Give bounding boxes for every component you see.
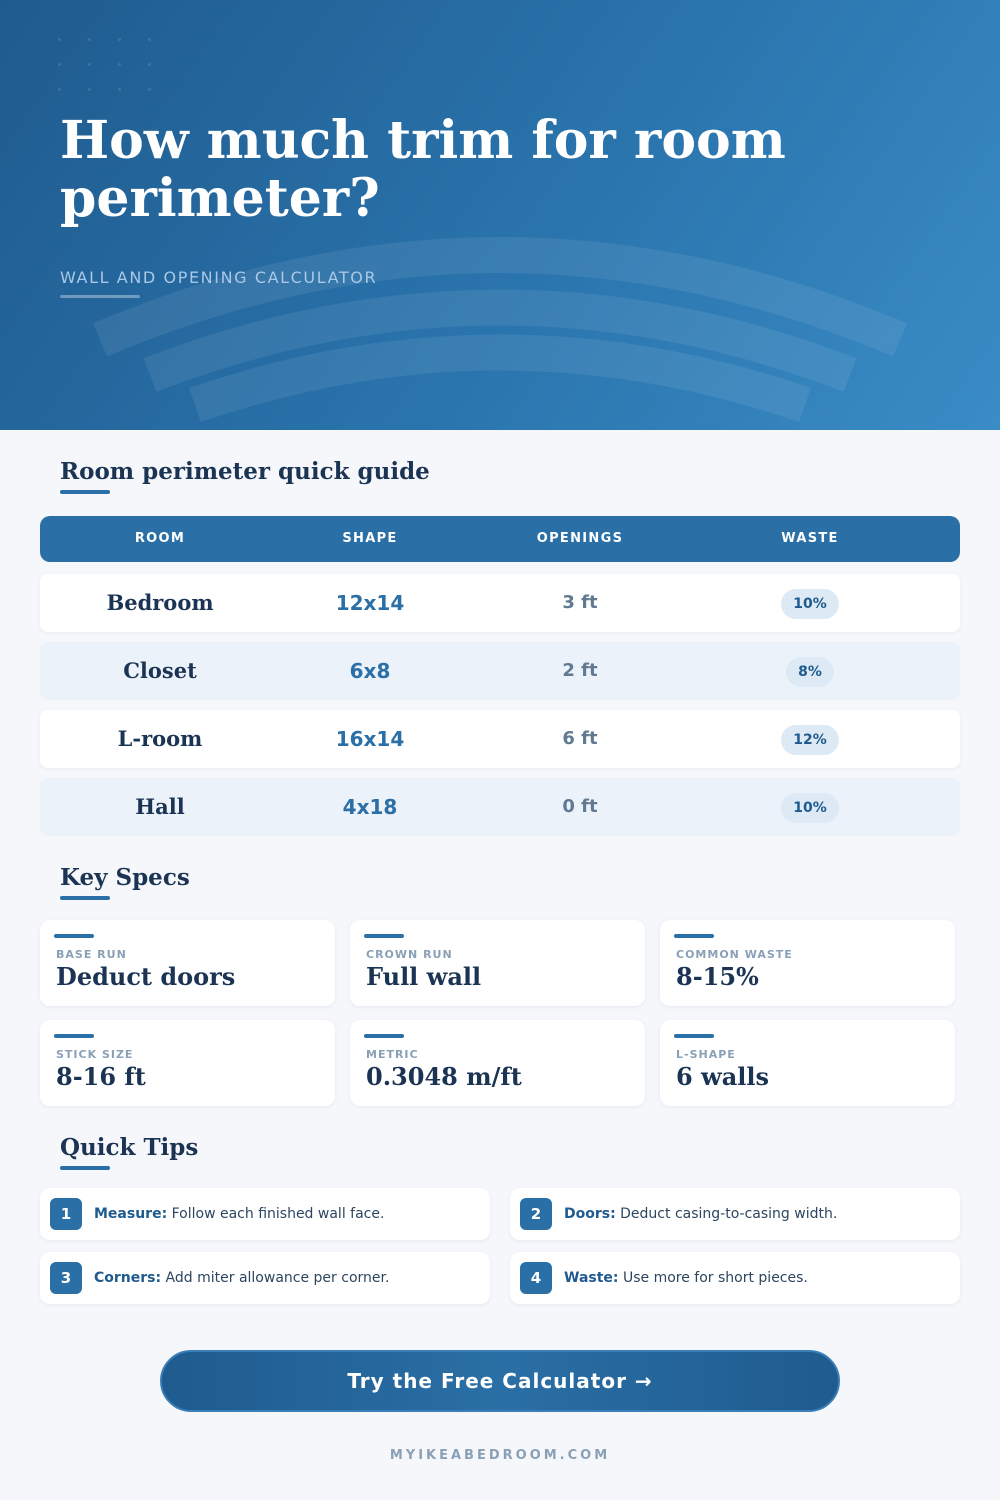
- header-waste: WASTE: [781, 531, 839, 546]
- page-title: How much trim for room perimeter?: [60, 110, 786, 229]
- page-subtitle: WALL AND OPENING CALCULATOR: [60, 268, 378, 287]
- openings-cell: 0 ft: [562, 796, 598, 817]
- table-row: [40, 710, 960, 768]
- header-room: ROOM: [134, 531, 186, 546]
- footer-site: MYIKEABEDROOM.COM: [389, 1448, 611, 1463]
- guide-heading: Room perimeter quick guide: [60, 458, 430, 485]
- spec-label: CROWN RUN: [366, 948, 453, 961]
- tips-heading: Quick Tips: [60, 1134, 199, 1161]
- tip-body: Deduct casing-to-casing width.: [615, 1206, 838, 1222]
- tip-key: Doors:: [564, 1206, 616, 1222]
- spec-card: [350, 1020, 645, 1106]
- waste-cell: [720, 710, 900, 768]
- spec-value: 8-16 ft: [56, 1062, 146, 1091]
- tip-item: [510, 1188, 960, 1240]
- room-cell: Closet: [123, 658, 197, 683]
- shape-cell: 4x18: [342, 795, 398, 819]
- subtitle-underline: [60, 295, 140, 298]
- spec-card: [40, 920, 335, 1006]
- openings-cell: 2 ft: [562, 660, 598, 681]
- waste-cell: [720, 778, 900, 836]
- tip-key: Measure:: [94, 1206, 168, 1222]
- waste-cell: [720, 574, 900, 632]
- spec-card: [660, 920, 955, 1006]
- spec-card-bar: [364, 1034, 404, 1038]
- spec-value: 8-15%: [676, 962, 759, 991]
- room-cell: Bedroom: [106, 590, 214, 615]
- room-cell: L-room: [117, 726, 203, 751]
- spec-value: 6 walls: [676, 1062, 770, 1091]
- tip-number: 4: [520, 1262, 552, 1294]
- spec-card-bar: [364, 934, 404, 938]
- spec-label: COMMON WASTE: [676, 948, 793, 961]
- shape-cell: 12x14: [335, 591, 405, 615]
- spec-card: [660, 1020, 955, 1106]
- spec-value: Deduct doors: [56, 962, 236, 991]
- guide-heading-bar: [60, 490, 110, 494]
- tips-heading-bar: [60, 1166, 110, 1170]
- hero-banner: [0, 0, 1000, 430]
- room-cell: Hall: [135, 794, 185, 819]
- tip-text: [94, 1252, 389, 1304]
- tip-body: Use more for short pieces.: [618, 1270, 808, 1286]
- spec-card-bar: [54, 934, 94, 938]
- tip-item: [510, 1252, 960, 1304]
- table-row: [40, 574, 960, 632]
- spec-card-bar: [674, 1034, 714, 1038]
- spec-label: L-SHAPE: [676, 1048, 736, 1061]
- spec-value: Full wall: [366, 962, 482, 991]
- free-calculator-button[interactable]: Try the Free Calculator →: [160, 1350, 840, 1412]
- openings-cell: 3 ft: [562, 592, 598, 613]
- tip-item: [40, 1252, 490, 1304]
- spec-label: METRIC: [366, 1048, 419, 1061]
- spec-label: STICK SIZE: [56, 1048, 134, 1061]
- tip-number: 1: [50, 1198, 82, 1230]
- tip-item: [40, 1188, 490, 1240]
- tip-number: 2: [520, 1198, 552, 1230]
- tip-text: [564, 1188, 837, 1240]
- spec-value: 0.3048 m/ft: [366, 1062, 522, 1091]
- spec-card: [40, 1020, 335, 1106]
- tip-key: Waste:: [564, 1270, 619, 1286]
- spec-card: [350, 920, 645, 1006]
- table-row: [40, 778, 960, 836]
- tip-text: [564, 1252, 808, 1304]
- spec-card-bar: [674, 934, 714, 938]
- waste-badge: 10%: [781, 793, 839, 823]
- tip-body: Follow each finished wall face.: [167, 1206, 385, 1222]
- table-row: [40, 642, 960, 700]
- header-openings: OPENINGS: [536, 531, 624, 546]
- table-header: [40, 516, 960, 562]
- spec-card-bar: [54, 1034, 94, 1038]
- header-shape: SHAPE: [342, 531, 398, 546]
- shape-cell: 16x14: [335, 727, 405, 751]
- waste-cell: [720, 642, 900, 700]
- specs-heading: Key Specs: [60, 864, 190, 891]
- spec-label: BASE RUN: [56, 948, 127, 961]
- waste-badge: 8%: [786, 657, 834, 687]
- tip-body: Add miter allowance per corner.: [161, 1270, 390, 1286]
- waste-badge: 10%: [781, 589, 839, 619]
- tip-number: 3: [50, 1262, 82, 1294]
- openings-cell: 6 ft: [562, 728, 598, 749]
- tip-text: [94, 1188, 384, 1240]
- waste-badge: 12%: [781, 725, 839, 755]
- shape-cell: 6x8: [349, 659, 391, 683]
- tip-key: Corners:: [94, 1270, 162, 1286]
- specs-heading-bar: [60, 896, 110, 900]
